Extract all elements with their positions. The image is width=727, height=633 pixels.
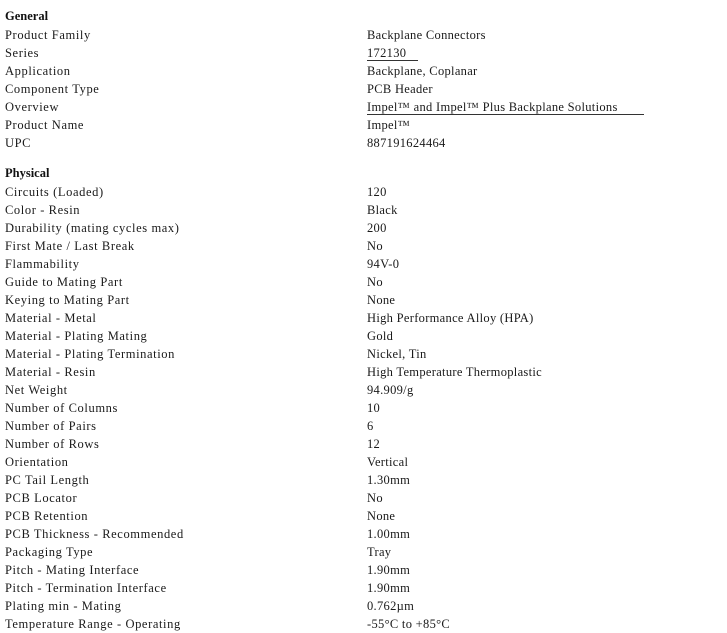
spec-label: Product Name [5, 118, 85, 132]
spec-row [0, 417, 727, 435]
spec-value: High Temperature Thermoplastic [367, 365, 542, 379]
spec-row [0, 489, 727, 507]
spec-value: Nickel, Tin [367, 347, 427, 361]
spec-label: Durability (mating cycles max) [5, 221, 180, 235]
spec-value: 887191624464 [367, 136, 446, 150]
spec-value-cell [367, 98, 644, 116]
section-title-general: General [5, 9, 49, 23]
overview-link[interactable]: Impel™ and Impel™ Plus Backplane Solutions [367, 100, 644, 115]
spec-label: PCB Locator [5, 491, 78, 505]
spec-row [0, 561, 727, 579]
spec-row [0, 471, 727, 489]
spec-label: Packaging Type [5, 545, 94, 559]
spec-value: 0.762µm [367, 599, 415, 613]
spec-value: Impel™ [367, 118, 411, 132]
spec-label: PC Tail Length [5, 473, 90, 487]
spec-value: 6 [367, 419, 374, 433]
spec-label: Pitch - Termination Interface [5, 581, 167, 595]
spec-row [0, 381, 727, 399]
spec-row [0, 597, 727, 615]
spec-value: Backplane Connectors [367, 28, 486, 42]
spec-label: Overview [5, 100, 60, 114]
spec-value: 10 [367, 401, 381, 415]
spec-value: 94V-0 [367, 257, 400, 271]
spec-label: Material - Metal [5, 311, 97, 325]
spec-value: Tray [367, 545, 392, 559]
spec-row [0, 44, 727, 62]
spec-value: Black [367, 203, 398, 217]
section-title-physical: Physical [5, 166, 50, 180]
spec-row [0, 309, 727, 327]
spec-row [0, 453, 727, 471]
spec-value: None [367, 293, 396, 307]
spec-label: Component Type [5, 82, 100, 96]
spec-value: 1.30mm [367, 473, 411, 487]
spec-value: High Performance Alloy (HPA) [367, 311, 534, 325]
spec-label: Flammability [5, 257, 80, 271]
spec-row [0, 183, 727, 201]
spec-label: Series [5, 46, 40, 60]
spec-label: Material - Plating Termination [5, 347, 175, 361]
spec-value: PCB Header [367, 82, 433, 96]
spec-label: Number of Columns [5, 401, 118, 415]
spec-row [0, 291, 727, 309]
spec-label: PCB Retention [5, 509, 89, 523]
spec-label: Product Family [5, 28, 91, 42]
spec-row [0, 435, 727, 453]
spec-value: 200 [367, 221, 387, 235]
spec-label: Circuits (Loaded) [5, 185, 104, 199]
spec-label: Material - Plating Mating [5, 329, 148, 343]
spec-row [0, 255, 727, 273]
spec-label: Plating min - Mating [5, 599, 122, 613]
spec-value: Backplane, Coplanar [367, 64, 478, 78]
spec-row [0, 399, 727, 417]
spec-value: Vertical [367, 455, 409, 469]
spec-label: Pitch - Mating Interface [5, 563, 140, 577]
spec-value: No [367, 239, 383, 253]
spec-label: Temperature Range - Operating [5, 617, 181, 631]
spec-row [0, 345, 727, 363]
spec-row [0, 615, 727, 633]
spec-label: Material - Resin [5, 365, 96, 379]
spec-row [0, 507, 727, 525]
spec-row [0, 219, 727, 237]
spec-label: Guide to Mating Part [5, 275, 123, 289]
spec-label: Color - Resin [5, 203, 81, 217]
spec-label: PCB Thickness - Recommended [5, 527, 184, 541]
spec-value: No [367, 275, 383, 289]
spec-value: -55°C to +85°C [367, 617, 451, 631]
spec-row [0, 327, 727, 345]
spec-value: 1.00mm [367, 527, 411, 541]
spec-row [0, 98, 727, 116]
spec-value: 94.909/g [367, 383, 414, 397]
spec-row [0, 201, 727, 219]
spec-row [0, 80, 727, 98]
spec-row [0, 525, 727, 543]
spec-label: Application [5, 64, 71, 78]
spec-row [0, 62, 727, 80]
spec-row [0, 237, 727, 255]
spec-value: Gold [367, 329, 394, 343]
series-link[interactable]: 172130 [367, 46, 418, 61]
spec-value-cell [367, 44, 418, 62]
spec-label: Net Weight [5, 383, 68, 397]
spec-label: Number of Pairs [5, 419, 97, 433]
spec-row [0, 134, 727, 152]
spec-label: Number of Rows [5, 437, 100, 451]
spec-value: No [367, 491, 383, 505]
spec-row [0, 273, 727, 291]
spec-value: 12 [367, 437, 381, 451]
spec-value: 1.90mm [367, 581, 411, 595]
spec-row [0, 579, 727, 597]
spec-value: None [367, 509, 396, 523]
spec-label: First Mate / Last Break [5, 239, 135, 253]
spec-value: 1.90mm [367, 563, 411, 577]
spec-value: 120 [367, 185, 387, 199]
spec-row [0, 543, 727, 561]
spec-label: UPC [5, 136, 32, 150]
spec-row [0, 363, 727, 381]
spec-label: Keying to Mating Part [5, 293, 130, 307]
spec-row [0, 116, 727, 134]
spec-label: Orientation [5, 455, 69, 469]
spec-row [0, 26, 727, 44]
